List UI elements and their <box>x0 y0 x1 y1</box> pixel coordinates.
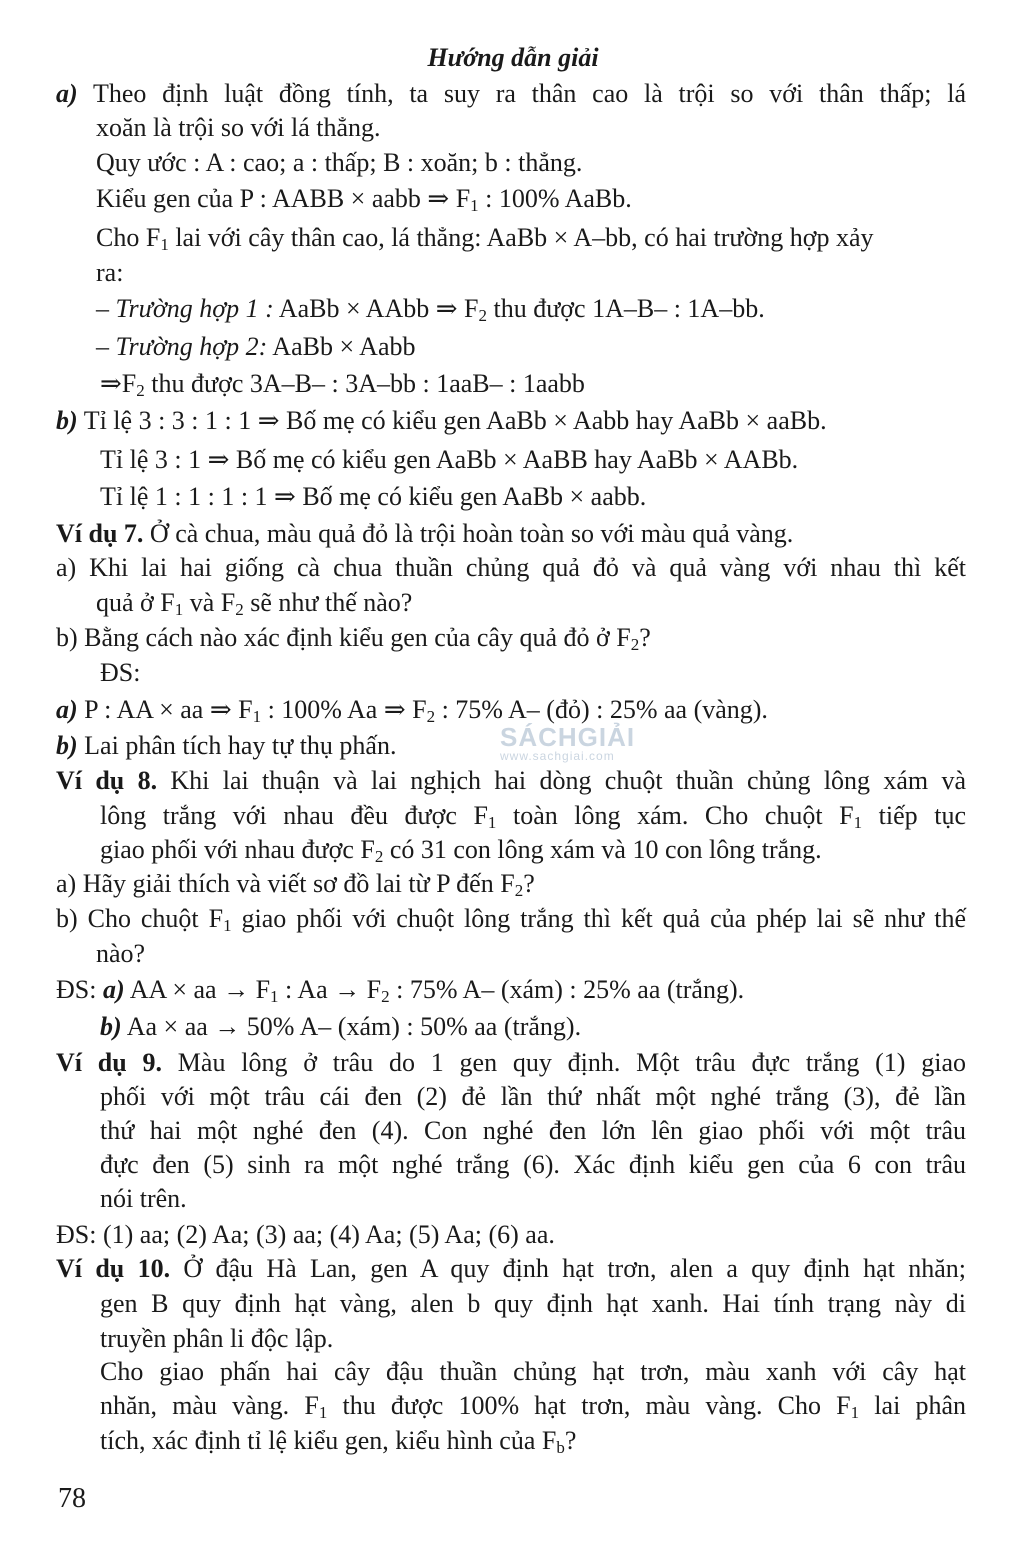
example-8-question-b-line-1: b) Cho chuột $F_1$ giao phối với chuột lông trắng thì kết quả của phép lai sẽ như thế <box>56 904 966 935</box>
example-10-label: Ví dụ 10. <box>56 1254 171 1283</box>
example-9-line-4: đực đen (5) sinh ra một nghé trắng (6). Xác định kiểu gen của 6 con trâu <box>100 1150 966 1179</box>
example-9-answer: ĐS: (1) aa; (2) Aa; (3) aa; (4) Aa; (5) Aa; (6) aa. <box>56 1220 555 1249</box>
example-9-line-2: phối với một trâu cái đen (2) đẻ lần thứ nhất một nghé trắng (3), đẻ lần <box>100 1082 966 1111</box>
example-8-answer-a: ĐS: a) AA × aa → $F_1$ : $Aa \to F_2$ : 75% A– (xám) : 25% aa (trắng). <box>56 975 745 1006</box>
answer-a-line-2: xoăn là trội so với lá thẳng. <box>96 113 381 142</box>
example-7-a-line-2: quả ở $F_1$ và $F_2$ sẽ như thế nào? <box>96 588 413 619</box>
answer-b-label: b) <box>56 406 78 435</box>
example-9-line-5: nói trên. <box>100 1184 187 1213</box>
example-8-question-b-line-2: nào? <box>96 939 146 968</box>
example-8-question-a: a) Hãy giải thích và viết sơ đồ lai từ P đến $F_2$? <box>56 869 535 900</box>
section-title: Hướng dẫn giải <box>427 43 599 72</box>
example-7-answer-label: ĐS: <box>100 658 141 687</box>
example-9-label: Ví dụ 9. <box>56 1048 162 1077</box>
example-9-line-3: thứ hai một nghé đen (4). Con nghé đen lớn lên giao phối với một trâu <box>100 1116 966 1145</box>
case-2-line: – Trường hợp 2: AaBb × Aabb <box>96 332 416 361</box>
example-7-heading: Ví dụ 7. Ở cà chua, màu quả đỏ là trội hoàn toàn so với màu quả vàng. <box>56 519 794 548</box>
example-7-answer-a: a) P : AA × aa ⇒ $F_1$ : 100% Aa ⇒ $F_2$ : 75% A– (đỏ) : 25% aa (vàng). <box>56 695 768 726</box>
example-7-answer-b: b) Lai phân tích hay tự thụ phấn. <box>56 731 397 760</box>
example-10-line-1: Ví dụ 10. Ở đậu Hà Lan, gen A quy định hạt trơn, alen a quy định hạt nhăn; <box>56 1254 967 1283</box>
example-7-label: Ví dụ 7. <box>56 519 144 548</box>
example-8-line-1: Ví dụ 8. Khi lai thuận và lai nghịch hai dòng chuột thuần chủng lông xám và <box>56 766 967 795</box>
answer-b-line-3: Tỉ lệ 1 : 1 : 1 : 1 ⇒ Bố mẹ có kiểu gen AaBb × aabb. <box>100 482 647 511</box>
answer-a-line-4: Kiểu gen của P : AABB × aabb ⇒ $F_1$ : 100% AaBb. <box>96 184 632 215</box>
example-10-line-5: nhăn, màu vàng. $F_1$ thu được 100% hạt trơn, màu vàng. Cho $F_1$ lai phân <box>100 1391 967 1422</box>
case-1-line: – Trường hợp 1 : AaBb × AAbb ⇒ $F_2$ thu được 1A–B– : 1A–bb. <box>96 294 765 325</box>
example-8-line-3: giao phối với nhau được $F_2$ có 31 con lông xám và 10 con lông trắng. <box>100 835 822 866</box>
answer-a-line-6: ra: <box>96 258 124 287</box>
example-8-label: Ví dụ 8. <box>56 766 158 795</box>
watermark-logo: SÁCHGIẢI www.sachgiai.com <box>500 722 636 763</box>
answer-a-line-5: Cho $F_1$ lai với cây thân cao, lá thẳng: AaBb × A–bb, có hai trường hợp xảy <box>96 223 874 254</box>
answer-a-line-1: a) Theo định luật đồng tính, ta suy ra thân cao là trội so với thân thấp; lá <box>56 79 967 108</box>
example-9-line-1: Ví dụ 9. Màu lông ở trâu do 1 gen quy định. Một trâu đực trắng (1) giao <box>56 1048 967 1077</box>
answer-a-label: a) <box>56 79 78 108</box>
answer-a-line-3: Quy ước : A : cao; a : thấp; B : xoăn; b : thẳng. <box>96 148 583 177</box>
example-7-a-line-1: a) Khi lai hai giống cà chua thuần chủng quả đỏ và quả vàng với nhau thì kết <box>56 553 966 582</box>
example-7-b-line: b) Bằng cách nào xác định kiểu gen của cây quả đỏ ở $F_2$? <box>56 623 651 654</box>
example-8-answer-b: b) Aa × aa → 50% A– (xám) : 50% aa (trắng). <box>100 1012 582 1041</box>
answer-b-line-1: b) Tỉ lệ 3 : 3 : 1 : 1 ⇒ Bố mẹ có kiểu gen AaBb × Aabb hay AaBb × aaBb. <box>56 406 827 435</box>
example-10-line-3: truyền phân li độc lập. <box>100 1324 334 1353</box>
case-2-result: $\Rightarrow F_2$ thu được 3A–B– : 3A–bb : 1aaB– : 1aabb <box>100 369 585 400</box>
example-8-line-2: lông trắng với nhau đều được $F_1$ toàn lông xám. Cho chuột $F_1$ tiếp tục <box>100 801 966 832</box>
example-10-line-2: gen B quy định hạt vàng, alen b quy định hạt xanh. Hai tính trạng này di <box>100 1289 966 1318</box>
example-10-line-6: tích, xác định tỉ lệ kiểu gen, kiểu hình của $F_b$? <box>100 1426 577 1457</box>
example-10-line-4: Cho giao phấn hai cây đậu thuần chủng hạt trơn, màu xanh với cây hạt <box>100 1357 966 1386</box>
answer-b-line-2: Tỉ lệ 3 : 1 ⇒ Bố mẹ có kiểu gen AaBb × AaBB hay AaBb × AABb. <box>100 445 799 474</box>
page-number: 78 <box>58 1483 86 1514</box>
